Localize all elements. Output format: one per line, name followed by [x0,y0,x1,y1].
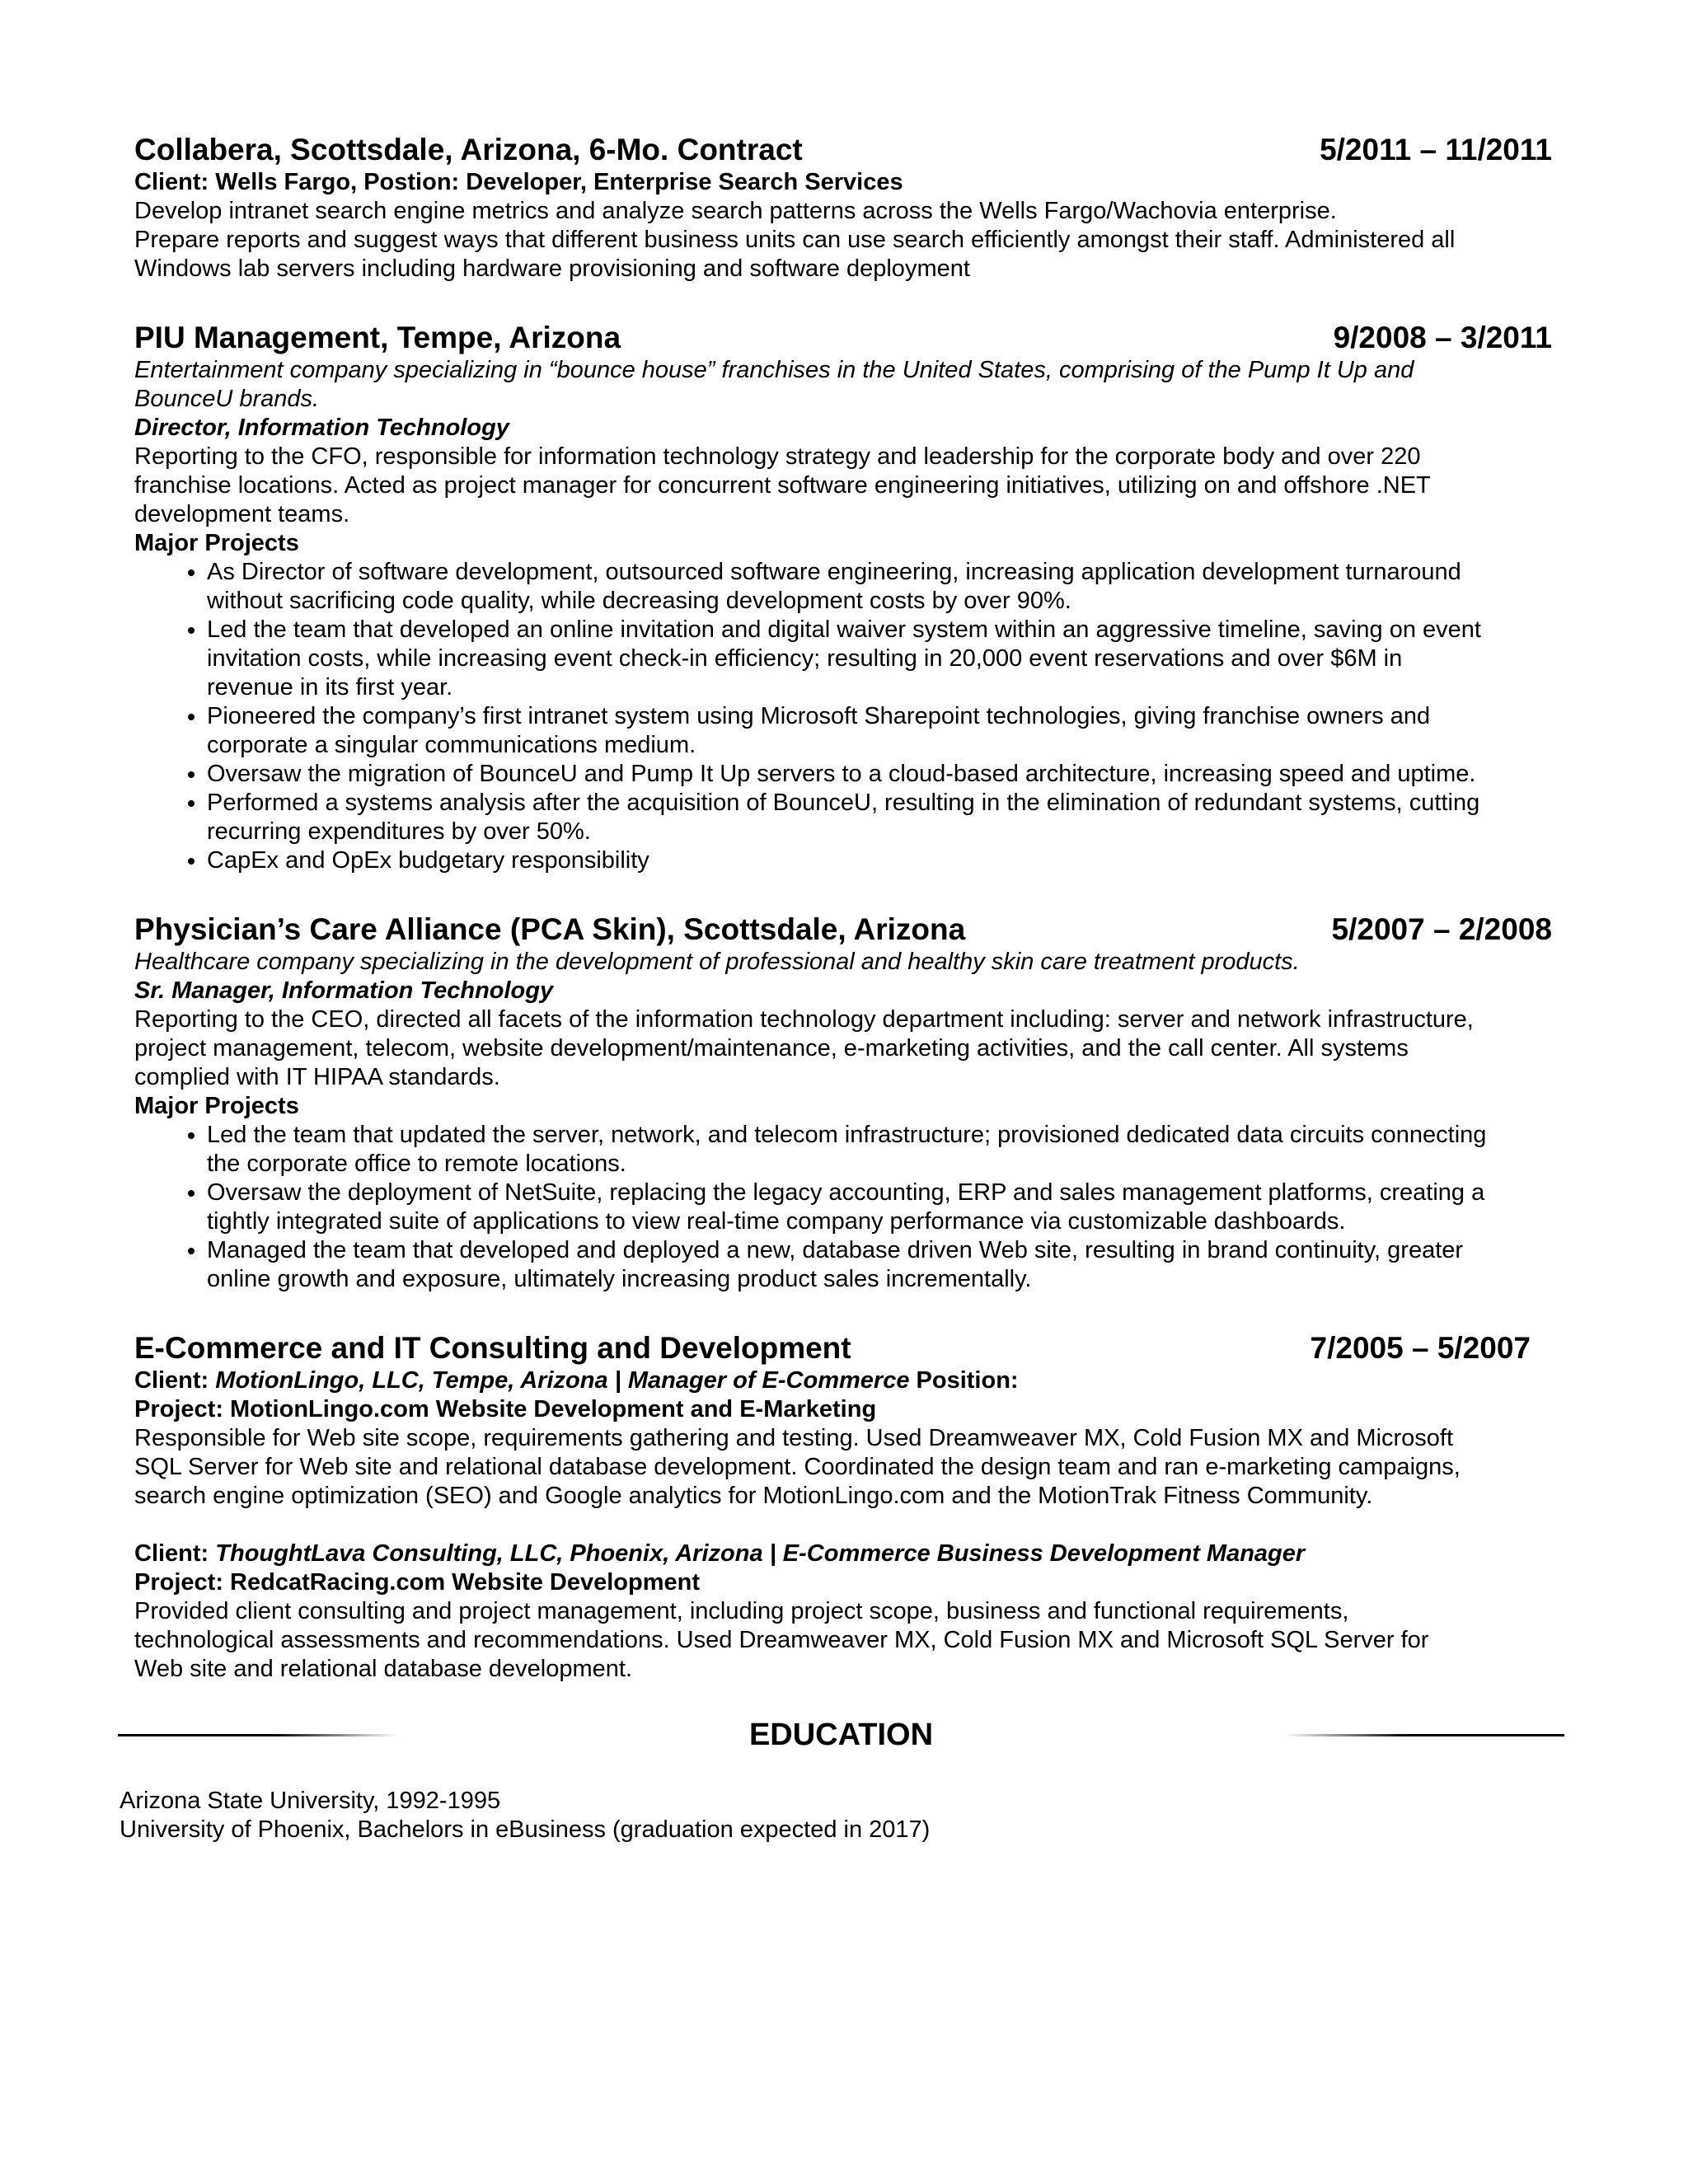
company-description: BounceU brands. [134,386,320,412]
description-line: Prepare reports and suggest ways that different business units can use search efficiently amongst their staff. Administered all [134,227,1456,253]
job-piu-management [134,320,1552,875]
education-item: University of Phoenix, Bachelors in eBusiness (graduation expected in 2017) [120,1816,931,1843]
description-line: SQL Server for Web site and relational database development. Coordinated the design team and ran e-marketing campaigns, [134,1454,1461,1480]
list-item: • Led the team that updated the server, network, and telecom infrastructure; provisioned dedicated data circuits connecting the corporate office to remote locations. [207,1121,1552,1179]
description-line: Provided client consulting and project management, including project scope, business and functional requirements, [134,1598,1349,1624]
job-header [134,132,1552,168]
company-description: Healthcare company specializing in the development of professional and healthy skin care treatment products. [134,949,1300,975]
education-item: Arizona State University, 1992-1995 [120,1788,501,1814]
company-description: Entertainment company specializing in “bounce house” franchises in the United States, comprising of the Pump It Up and [134,357,1414,383]
list-item: • Performed a systems analysis after the acquisition of BounceU, resulting in the elimination of redundant systems, cutting recurring expenditures by over 50%. [207,789,1552,846]
job-ecommerce-consulting [134,1330,1552,1684]
major-projects-label: Major Projects [134,530,299,556]
job-dates: 7/2005 – 5/2007 [1310,1331,1531,1365]
description-line: Web site and relational database development. [134,1656,633,1682]
company-name: Physician’s Care Alliance (PCA Skin), Scottsdale, Arizona [134,912,966,946]
list-item: • Pioneered the company’s first intranet system using Microsoft Sharepoint technologies, giving franchise owners and corporate a singular communications medium. [207,702,1552,760]
job-dates: 5/2007 – 2/2008 [1331,912,1552,946]
job-collabera [134,132,1552,284]
divider-right [1284,1734,1564,1736]
job-pca-skin [134,912,1552,1294]
list-item: • As Director of software development, outsourced software engineering, increasing application development turnaround without sacrificing code quality, while decreasing development costs by over 90%. [207,558,1552,616]
summary-line: Reporting to the CEO, directed all facets of the information technology department including: server and network infrastructure, [134,1006,1474,1033]
list-item: • Oversaw the migration of BounceU and Pump It Up servers to a cloud-based architecture, increasing speed and uptime. [207,760,1552,789]
job-dates: 5/2011 – 11/2011 [1320,133,1552,166]
project-line: Project: RedcatRacing.com Website Development [134,1569,700,1596]
description-line: Windows lab servers including hardware provisioning and software deployment [134,255,970,282]
client-line: Client: ThoughtLava Consulting, LLC, Phoenix, Arizona | E-Commerce Business Development Manager [134,1540,1306,1567]
client-line: Client: MotionLingo, LLC, Tempe, Arizona | Manager of E-Commerce Position: [134,1367,1019,1394]
job-title: Director, Information Technology [134,415,509,441]
job-header [134,1330,1552,1366]
education-header [118,1710,1564,1760]
summary-line: franchise locations. Acted as project manager for concurrent software engineering initiatives, utilizing on and offshore .NET [134,472,1431,499]
project-line: Project: MotionLingo.com Website Development and E-Marketing [134,1396,877,1422]
description-line: Develop intranet search engine metrics and analyze search patterns across the Wells Fargo/Wachovia enterprise. [134,198,1337,224]
summary-line: Reporting to the CFO, responsible for information technology strategy and leadership for the corporate body and over 220 [134,443,1421,470]
job-title: Sr. Manager, Information Technology [134,977,554,1004]
list-item: • Oversaw the deployment of NetSuite, replacing the legacy accounting, ERP and sales management platforms, creating a tightly integrated suite of applications to view real-time company performance via customizable dashboards. [207,1179,1552,1236]
project-list [134,1121,1552,1294]
summary-line: development teams. [134,501,350,527]
company-name: E-Commerce and IT Consulting and Development [134,1331,851,1365]
list-item: • Led the team that developed an online invitation and digital waiver system within an aggressive timeline, saving on event invitation costs, while increasing event check-in efficiency; resulting in 20,000 event reservations and over $6M in revenue in its first year. [207,616,1552,702]
company-name: PIU Management, Tempe, Arizona [134,321,621,354]
resume-page [134,132,1552,1684]
section-title: EDUCATION [748,1718,934,1752]
job-header [134,912,1552,948]
major-projects-label: Major Projects [134,1093,299,1119]
description-line: technological assessments and recommendations. Used Dreamweaver MX, Cold Fusion MX and Microsoft SQL Server for [134,1627,1429,1653]
description-line: search engine optimization (SEO) and Google analytics for MotionLingo.com and the MotionTrak Fitness Community. [134,1483,1373,1509]
list-item: • Managed the team that developed and deployed a new, database driven Web site, resulting in brand continuity, greater online growth and exposure, ultimately increasing product sales incrementally. [207,1236,1552,1294]
summary-line: complied with IT HIPAA standards. [134,1064,500,1090]
project-list [134,558,1552,875]
list-item: • CapEx and OpEx budgetary responsibility [207,846,1552,875]
education-list [120,1787,930,1844]
company-name: Collabera, Scottsdale, Arizona, 6-Mo. Contract [134,133,803,166]
description-line: Responsible for Web site scope, requirements gathering and testing. Used Dreamweaver MX, Cold Fusion MX and Microsoft [134,1425,1454,1451]
summary-line: project management, telecom, website development/maintenance, e-marketing activities, and the call center. All systems [134,1035,1409,1062]
client-line: Client: Wells Fargo, Postion: Developer, Enterprise Search Services [134,169,903,195]
job-header [134,320,1552,356]
job-dates: 9/2008 – 3/2011 [1333,321,1552,354]
